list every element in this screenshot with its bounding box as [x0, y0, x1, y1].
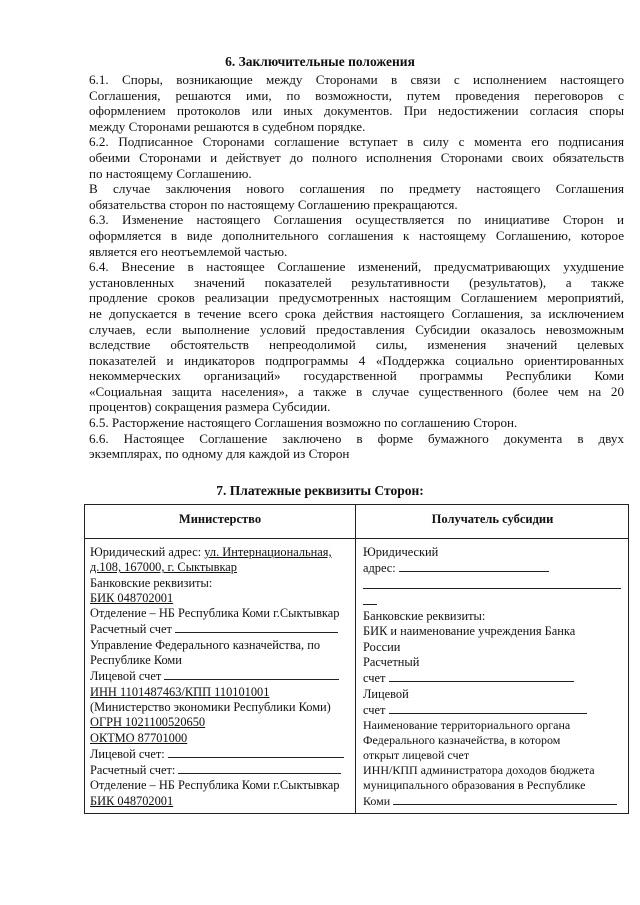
- blank-field: [168, 746, 344, 758]
- text-line: обеими Сторонами и действует до полного исполнения Сторонами своих обязательств: [89, 149, 624, 165]
- ministry-column-header: Министерство: [178, 512, 262, 526]
- text-line: случаев, если выполнение условий предоставления Субсидии оказалось невозможным: [89, 321, 624, 337]
- ogrn: ОГРН 1021100520650: [90, 715, 206, 730]
- organ-line-3: открыт лицевой счет: [363, 748, 470, 763]
- settlement-account-line: [90, 621, 352, 637]
- personal-sub-label: счет: [363, 702, 386, 717]
- inn-line-1: ИНН/КПП администратора доходов бюджета: [363, 763, 595, 778]
- ministry-name: (Министерство экономики Республики Коми): [90, 699, 331, 714]
- text-line: 6.6. Настоящее Соглашение заключено в форме бумажного документа в двух: [89, 430, 624, 446]
- account-sub-label: счет: [363, 671, 386, 686]
- inn-line-3: [363, 793, 625, 809]
- inn-line-2: муниципального образования в Республике: [363, 778, 586, 793]
- blank-field: [389, 702, 587, 714]
- ministry-details: [90, 545, 352, 809]
- bik-value: БИК 048702001: [90, 590, 174, 605]
- legal-address-value-2: д.108, 167000, г. Сыктывкар: [90, 560, 237, 575]
- text-line: 6.2. Подписанное Сторонами соглашение вступает в силу с момента его подписания: [89, 134, 624, 150]
- personal-label: Лицевой: [363, 686, 409, 701]
- personal-account-label-2: Лицевой счет:: [90, 746, 165, 761]
- recipient-column-header: Получатель субсидии: [431, 512, 554, 526]
- organ-line-2: Федерального казначейства, в котором: [363, 733, 561, 748]
- personal-account-line-2: [90, 746, 352, 762]
- legal-address-line: [90, 545, 352, 560]
- text-line: «Социальная защита населения», а также в случае существенного (более чем на 20: [89, 383, 624, 399]
- legal-address-label: Юридический адрес:: [90, 545, 202, 559]
- settlement-account-line-2: [90, 762, 352, 778]
- settlement-account-label-2: Расчетный счет:: [90, 763, 176, 778]
- account-label: Расчетный: [363, 655, 420, 670]
- blank-field: [399, 560, 549, 572]
- inn-kpp: ИНН 1101487463/КПП 110101001: [90, 684, 270, 699]
- text-line: установленных значений показателей результативности (результатов), а также: [89, 274, 624, 290]
- text-line: экземплярах, по одному для каждой из Сторон: [89, 446, 350, 462]
- text-line: между Сторонами решаются в судебном порядке.: [89, 118, 366, 134]
- text-line: обязательства сторон по настоящему Соглашению прекращаются.: [89, 196, 458, 212]
- russia-label: России: [363, 639, 401, 654]
- treasury-line-1: Управление Федерального казначейства, по: [90, 637, 321, 652]
- text-line: вследствие обстоятельств непреодолимой силы, изменения значений целевых: [89, 337, 624, 353]
- text-line: продление сроков реализации предусмотренных настоящим Соглашением мероприятий,: [89, 290, 624, 306]
- blank-field: [363, 593, 377, 605]
- bank-details-label: Банковские реквизиты:: [90, 575, 213, 590]
- text-line: по настоящему Соглашению.: [89, 165, 252, 181]
- text-line: оформлением протоколов или иных документов. При недостижении согласия споры: [89, 103, 624, 119]
- blank-line: [363, 577, 625, 593]
- column-divider: [355, 505, 356, 813]
- legal-address-value: ул. Интернациональная,: [204, 545, 332, 559]
- personal-line: [363, 702, 625, 718]
- text-line: является его неотъемлемой частью.: [89, 243, 288, 259]
- text-line: 6.3. Изменение настоящего Соглашения осуществляется по инициативе Сторон и: [89, 212, 624, 228]
- section-7-heading: 7. Платежные реквизиты Сторон:: [216, 483, 424, 498]
- bank-name: БИК и наименование учреждения Банка: [363, 624, 576, 639]
- text-line: Соглашения, решаются ими, по возможности, путем проведения переговоров с: [89, 87, 624, 103]
- blank-field: [178, 762, 341, 774]
- text-line: В случае заключения нового соглашения по предмету настоящего Соглашения: [89, 181, 624, 197]
- personal-account-label: Лицевой счет: [90, 669, 162, 684]
- blank-field: [389, 670, 574, 682]
- personal-account-line: [90, 668, 352, 684]
- section-6-heading: 6. Заключительные положения: [225, 54, 415, 69]
- account-line: [363, 670, 625, 686]
- text-line: 6.1. Споры, возникающие между Сторонами в связи с исполнением настоящего: [89, 72, 624, 87]
- blank-field: [164, 668, 339, 680]
- organ-line-1: Наименование территориального органа: [363, 718, 571, 733]
- bank-details-label: Банковские реквизиты:: [363, 609, 486, 624]
- settlement-account-label: Расчетный счет: [90, 622, 172, 637]
- text-line: показателей и индикаторов подпрограммы 4 «Поддержка социально ориентированных: [89, 352, 624, 368]
- oktmo: ОКТМО 87701000: [90, 730, 188, 745]
- text-line: не допускается в течение всего срока действия настоящего Соглашения, за исключением: [89, 305, 624, 321]
- text-line: некоммерческих организаций» государственной программы Республики Коми: [89, 368, 624, 384]
- blank-field: [393, 793, 617, 805]
- recipient-details: [363, 545, 625, 809]
- address-line: [363, 560, 625, 576]
- bank-branch-2: Отделение – НБ Республика Коми г.Сыктывкар: [90, 778, 340, 793]
- address-label: адрес:: [363, 561, 396, 576]
- blank-line: [363, 593, 625, 609]
- blank-field: [175, 621, 338, 633]
- text-line: 6.4. Внесение в настоящее Соглашение изменений, предусматривающих ухудшение: [89, 259, 624, 275]
- blank-field: [363, 577, 621, 589]
- payment-details-table: [84, 504, 629, 814]
- text-line: оформляется в виде дополнительного соглашения к настоящему Соглашению, которое: [89, 227, 624, 243]
- legal-label: Юридический: [363, 545, 439, 559]
- text-line: процентов) сокращения размера Субсидии.: [89, 399, 331, 415]
- text-line: 6.5. Расторжение настоящего Соглашения возможно по соглашению Сторон.: [89, 415, 518, 431]
- komi-label: Коми: [363, 794, 391, 809]
- section-6-body: [89, 72, 624, 462]
- bank-branch: Отделение – НБ Республика Коми г.Сыктывкар: [90, 606, 340, 621]
- treasury-line-2: Республике Коми: [90, 653, 182, 668]
- header-divider: [85, 538, 628, 539]
- bik-value-2: БИК 048702001: [90, 793, 174, 808]
